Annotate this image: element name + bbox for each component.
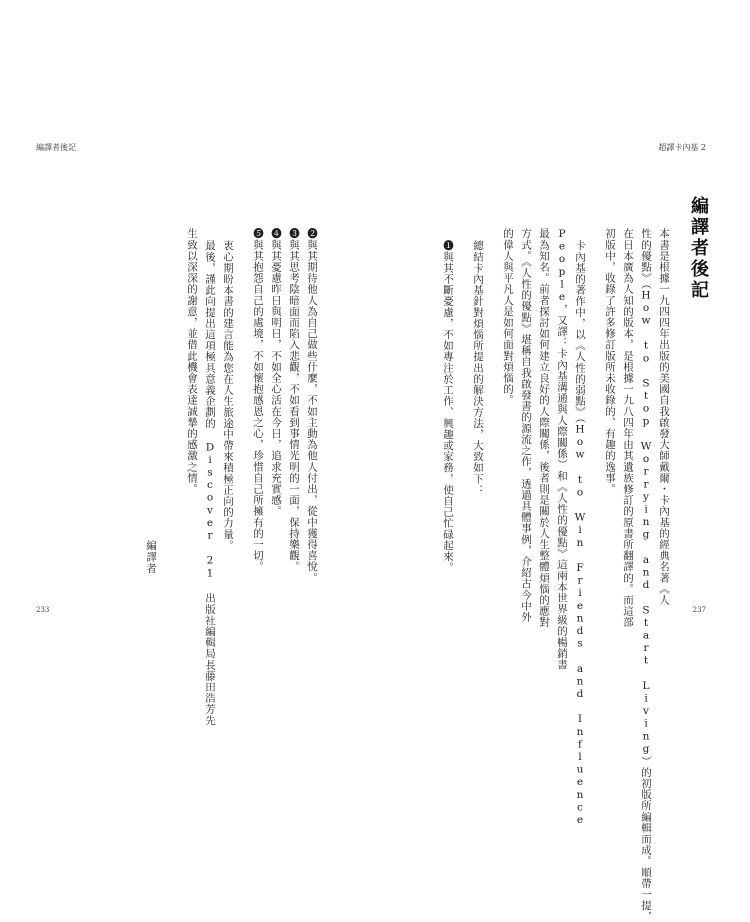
chapter-title: 編譯者後記 xyxy=(688,196,709,301)
text-column: ❶與其不斷憂慮，不如專注於工作、興趣或家務，使自己忙碌起來。 xyxy=(442,240,454,573)
text-column: 的偉人與平凡人是如何面對煩惱的。 xyxy=(502,228,514,406)
text-column: 總結卡內基針對煩惱所提出的解決方法，大致如下： xyxy=(472,240,484,496)
text-column: 卡內基的著作中，以《人性的弱點》（How to Win Friends and Influence xyxy=(574,240,586,827)
page-number-left: 233 xyxy=(36,606,50,614)
text-column: ❺與其抱怨自己的處境，不如懷抱感恩之心，珍惜自己所擁有的一切。 xyxy=(252,228,264,573)
text-column: 衷心期盼本書的建言能為您在人生旅途中帶來積極正向的力量。 xyxy=(222,240,234,551)
running-header-right: 超譯卡內基 2 xyxy=(658,143,706,152)
text-column: ❸與其思考陰暗面而陷入悲觀，不如看到事情光明的一面，保持樂觀。 xyxy=(288,228,300,573)
text-column: People，又譯：卡內基溝通與人際關係）和《人性的優點》這兩本世界級的暢銷書 xyxy=(556,228,568,670)
text-column: 方式。《人性的優點》堪稱自我啟發書的源流之作，透過具體事例，介紹古今中外 xyxy=(520,228,532,623)
text-column: 性的優點》（How to Stop Worrying and Start Living）的初版所編輯而成。順帶一提， xyxy=(640,228,652,922)
signature: 編譯者 xyxy=(145,540,157,575)
text-column: 最為知名。前者探討如何建立良好的人際關係，後者則是關於人生整體煩惱的應對 xyxy=(538,228,550,628)
text-column: ❷與其期待他人為自己做些什麼，不如主動為他人付出，從中獲得喜悅。 xyxy=(306,228,318,584)
text-column: 在日本廣為人知的版本，是根據一九八四年由其遺族修訂的原書所翻譯的。而這部 xyxy=(622,228,634,628)
text-column: 最後，謹此向提出這項極具意義企劃的 Discover 21 出版社編輯局長藤田浩芳先 xyxy=(204,240,216,726)
text-column: ❹與其憂慮昨日與明日，不如全心活在今日，追求充實感。 xyxy=(270,228,282,517)
page-number-right: 237 xyxy=(692,606,706,614)
text-column: 本書是根據一九四四年出版的美國自我啟發大師戴爾・卡內基的經典名著《人 xyxy=(658,228,670,606)
text-column: 生致以深深的謝意，並借此機會表達誠摯的感激之情。 xyxy=(186,228,198,495)
running-header-left: 編譯者後記 xyxy=(36,143,76,152)
text-column: 初版中，收錄了許多修訂版所未收錄的、有趣的逸事。 xyxy=(604,228,616,495)
